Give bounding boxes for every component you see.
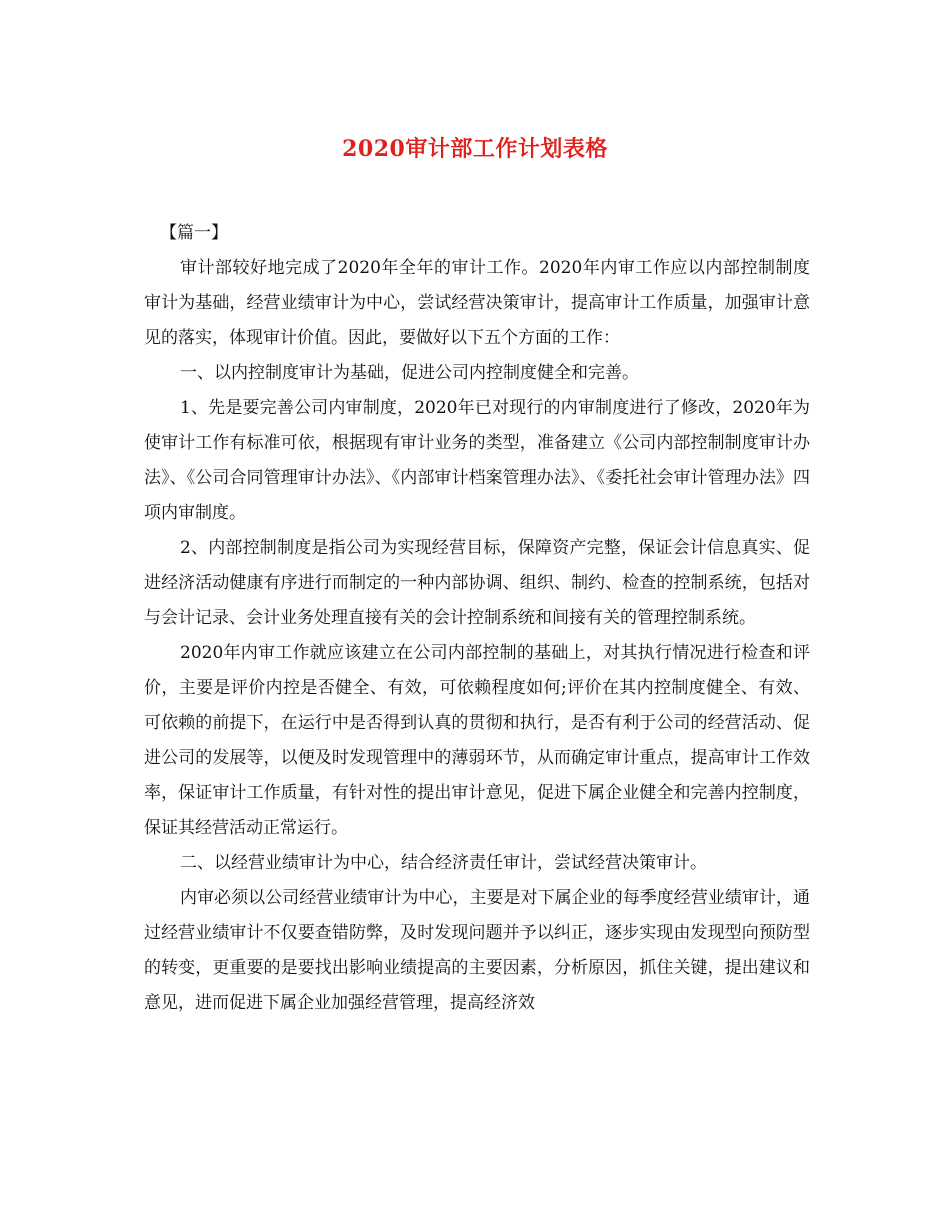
paragraph-3: 1、先是要完善公司内审制度，2020年已对现行的内审制度进行了修改，2020年为使审计工作有标准可依，根据现有审计业务的类型，准备建立《公司内部控制制度审计办法》、《公司合同管理审计办法》、《内部审计档案管理办法》、《委托社会审计管理办法》四项内审制度。	[144, 398, 810, 523]
paragraph-6: 二、以经营业绩审计为中心，结合经济责任审计，尝试经营决策审计。	[180, 853, 707, 873]
paragraph-5: 2020年内审工作就应该建立在公司内部控制的基础上，对其执行情况进行检查和评价，主要是评价内控是否健全、有效，可依赖程度如何;评价在其内控制度健全、有效、可依赖的前提下，在运行中是否得到认真的贯彻和执行，是否有利于公司的经营活动、促进公司的发展等，以便及时发现管理中的薄弱环节，从而确定审计重点，提高审计工作效率，保证审计工作质量，有针对性的提出审计意见，促进下属企业健全和完善内控制度，保证其经营活动正常运行。	[144, 643, 810, 838]
paragraph-4: 2、内部控制制度是指公司为实现经营目标，保障资产完整，保证会计信息真实、促进经济活动健康有序进行而制定的一种内部协调、组织、制约、检查的控制系统，包括对与会计记录、会计业务处理直接有关的会计控制系统和间接有关的管理控制系统。	[144, 538, 810, 628]
paragraph-7: 内审必须以公司经营业绩审计为中心，主要是对下属企业的每季度经营业绩审计，通过经营业绩审计不仅要查错防弊，及时发现问题并予以纠正，逐步实现由发现型向预防型的转变，更重要的是要找出影响业绩提高的主要因素，分析原因，抓住关键，提出建议和意见，进而促进下属企业加强经营管理，提高经济效	[144, 888, 810, 1013]
document-title: 2020审计部工作计划表格	[342, 136, 608, 162]
paragraph-1: 审计部较好地完成了2020年全年的审计工作。2020年内审工作应以内部控制制度审计为基础，经营业绩审计为中心，尝试经营决策审计，提高审计工作质量，加强审计意见的落实，体现审计价值。因此，要做好以下五个方面的工作：	[144, 258, 810, 348]
section-tag: 【篇一】	[160, 223, 228, 243]
paragraph-2: 一、以内控制度审计为基础，促进公司内控制度健全和完善。	[180, 363, 639, 383]
document-body	[144, 216, 810, 1021]
